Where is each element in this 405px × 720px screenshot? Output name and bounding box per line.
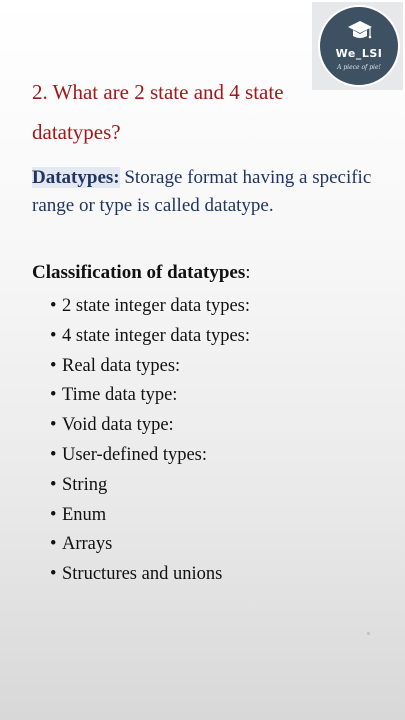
logo [312, 2, 403, 90]
list-item [50, 411, 250, 441]
bullet-icon: • [50, 564, 57, 585]
bullet-icon: • [50, 444, 57, 465]
bullet-icon: • [50, 474, 57, 495]
classification-heading [32, 262, 251, 284]
list-item-label: Arrays [62, 534, 113, 555]
bullet-icon: • [50, 325, 57, 346]
list-item-label: User-defined types: [62, 444, 208, 465]
bullet-icon: • [50, 504, 57, 525]
datatype-list [50, 292, 250, 590]
list-item [50, 381, 250, 411]
decorative-dot [367, 632, 370, 635]
list-item-label: String [62, 474, 108, 495]
definition-text: Storage format having a specific range or type is called datatype. [32, 167, 372, 216]
bullet-icon: • [50, 355, 57, 376]
list-item-label: Structures and unions [62, 564, 223, 585]
logo-badge [318, 5, 400, 87]
list-item [50, 322, 250, 352]
definition-paragraph [32, 164, 392, 220]
bullet-icon: • [50, 296, 57, 316]
list-item-label: 4 state integer data types: [62, 325, 251, 346]
list-item [50, 501, 250, 531]
list-item-label: Time data type: [62, 385, 178, 406]
graduation-cap-icon [347, 19, 373, 43]
list-item [50, 441, 250, 471]
classification-heading-text: Classification of datatypes [32, 262, 246, 283]
list-item-label: Void data type: [62, 415, 174, 436]
logo-name: We_LSI [335, 47, 383, 60]
list-item [50, 471, 250, 501]
bullet-icon: • [50, 415, 57, 436]
list-item [50, 292, 250, 322]
list-item [50, 530, 250, 560]
list-item-label: Enum [62, 504, 107, 525]
page-title: 2. What are 2 state and 4 state datatypes? [32, 80, 284, 144]
classification-heading-colon: : [245, 262, 251, 283]
list-item-label: 2 state integer data types: [62, 296, 251, 316]
bullet-icon: • [50, 385, 57, 406]
bullet-icon: • [50, 534, 57, 555]
list-item [50, 560, 250, 590]
list-item-label: Real data types: [62, 355, 181, 376]
list-item [50, 352, 250, 382]
definition-term: Datatypes: [32, 167, 120, 188]
logo-tagline: A piece of pie! [337, 64, 381, 71]
